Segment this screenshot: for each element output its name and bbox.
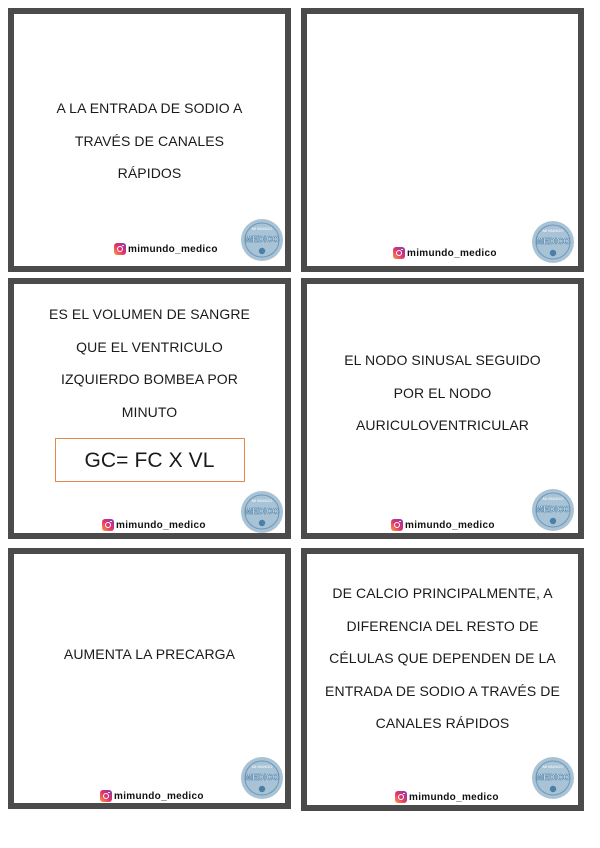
mimundo-medico-logo xyxy=(240,490,284,534)
instagram-handle xyxy=(393,247,497,259)
card-text-line: RÁPIDOS xyxy=(117,165,182,181)
card-text-line: A LA ENTRADA DE SODIO A xyxy=(56,100,243,116)
instagram-handle xyxy=(395,791,499,803)
card-text-line: MINUTO xyxy=(121,403,178,420)
logo-text: MEDICO xyxy=(536,504,570,514)
card-text-line: CÉLULAS QUE DEPENDEN DE LA xyxy=(329,650,556,666)
card-text-line: DE CALCIO PRINCIPALMENTE, A xyxy=(332,585,553,601)
card-text-line: DIFERENCIA DEL RESTO DE xyxy=(346,617,539,634)
card-text xyxy=(14,638,285,671)
flashcard-3 xyxy=(8,278,291,539)
handle-text: mimundo_medico xyxy=(116,519,206,531)
instagram-handle xyxy=(102,519,206,531)
card-text-line: AURICULOVENTRICULAR xyxy=(355,417,530,433)
card-text-line: TRAVÉS DE CANALES xyxy=(74,132,225,149)
logo-text: MEDICO xyxy=(245,234,279,244)
card-text-line: POR EL NODO xyxy=(393,384,492,401)
logo-small-text: MI MUNDO xyxy=(542,496,564,501)
logo-small-text: MI MUNDO xyxy=(542,764,564,769)
card-text-line: QUE EL VENTRICULO xyxy=(76,338,223,355)
logo-text: MEDICO xyxy=(536,772,570,782)
logo-text: MEDICO xyxy=(245,772,279,782)
card-text xyxy=(307,344,578,442)
mimundo-medico-logo xyxy=(240,756,284,800)
card-text-line: CANALES RÁPIDOS xyxy=(375,715,510,731)
instagram-icon xyxy=(395,791,407,803)
flashcard-5 xyxy=(8,548,291,809)
card-text xyxy=(307,577,578,740)
mimundo-medico-logo xyxy=(240,218,284,262)
instagram-handle xyxy=(100,790,204,802)
logo-small-text: MI MUNDO xyxy=(251,498,273,503)
instagram-icon xyxy=(114,243,126,255)
instagram-handle xyxy=(114,243,218,255)
card-text-line: EL NODO SINUSAL SEGUIDO xyxy=(344,352,541,368)
mimundo-medico-logo xyxy=(531,488,575,532)
handle-text: mimundo_medico xyxy=(114,790,204,802)
flashcard-4 xyxy=(301,278,584,539)
mimundo-medico-logo xyxy=(531,756,575,800)
formula-box: GC= FC X VL xyxy=(55,438,245,482)
logo-text: MEDICO xyxy=(245,506,279,516)
flashcard-2 xyxy=(301,8,584,272)
card-text xyxy=(14,298,285,482)
logo-small-text: MI MUNDO xyxy=(542,228,564,233)
instagram-icon xyxy=(393,247,405,259)
logo-text: MEDICO xyxy=(536,236,570,246)
instagram-icon xyxy=(102,519,114,531)
instagram-icon xyxy=(100,790,112,802)
handle-text: mimundo_medico xyxy=(407,247,497,259)
instagram-handle xyxy=(391,519,495,531)
logo-small-text: MI MUNDO xyxy=(251,764,273,769)
card-text-line: AUMENTA LA PRECARGA xyxy=(63,646,236,662)
handle-text: mimundo_medico xyxy=(128,243,218,255)
card-text-line: IZQUIERDO BOMBEA POR xyxy=(60,371,239,387)
instagram-icon xyxy=(391,519,403,531)
flashcard-6 xyxy=(301,548,584,811)
flashcard-1 xyxy=(8,8,291,272)
mimundo-medico-logo xyxy=(531,220,575,264)
card-text-line: ES EL VOLUMEN DE SANGRE xyxy=(49,306,250,322)
card-text-line: ENTRADA DE SODIO A TRAVÉS DE xyxy=(325,682,560,699)
card-text xyxy=(14,92,285,190)
logo-small-text: MI MUNDO xyxy=(251,226,273,231)
handle-text: mimundo_medico xyxy=(409,791,499,803)
handle-text: mimundo_medico xyxy=(405,519,495,531)
